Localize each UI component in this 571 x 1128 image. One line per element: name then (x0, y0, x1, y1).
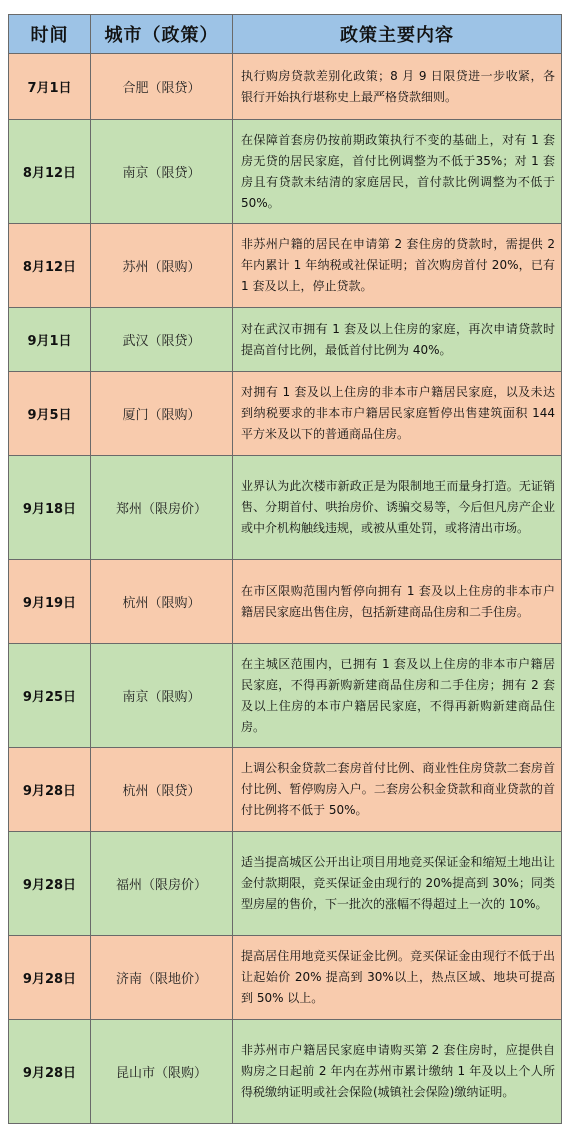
row-date: 9月28日 (9, 748, 91, 832)
table-row (9, 372, 562, 456)
row-content: 非苏州市户籍居民家庭申请购买第 2 套住房时，应提供自购房之日起前 2 年内在苏州市累计缴纳 1 年及以上个人所得税缴纳证明或社会保险(城镇社会保险)缴纳证明。 (233, 1020, 562, 1124)
row-city: 南京（限贷） (91, 120, 233, 224)
row-city: 合肥（限贷） (91, 54, 233, 120)
row-date: 9月28日 (9, 1020, 91, 1124)
table-row (9, 456, 562, 560)
row-date: 9月25日 (9, 644, 91, 748)
row-city: 杭州（限购） (91, 560, 233, 644)
row-content: 提高居住用地竞买保证金比例。竞买保证金由现行不低于出让起始价 20% 提高到 30%以上，热点区域、地块可提高到 50% 以上。 (233, 936, 562, 1020)
row-content: 适当提高城区公开出让项目用地竞买保证金和缩短土地出让金付款期限，竞买保证金由现行的 20%提高到 30%；同类型房屋的售价，下一批次的涨幅不得超过上一次的 10%。 (233, 832, 562, 936)
row-content: 在市区限购范围内暂停向拥有 1 套及以上住房的非本市户籍居民家庭出售住房，包括新建商品住房和二手住房。 (233, 560, 562, 644)
table-row (9, 1020, 562, 1124)
row-date: 9月28日 (9, 936, 91, 1020)
table-row (9, 748, 562, 832)
row-content: 对在武汉市拥有 1 套及以上住房的家庭，再次申请贷款时提高首付比例，最低首付比例为 40%。 (233, 308, 562, 372)
row-city: 厦门（限购） (91, 372, 233, 456)
row-content: 业界认为此次楼市新政正是为限制地王而量身打造。无证销售、分期首付、哄抬房价、诱骗交易等，今后但凡房产企业或中介机构触线违规，或被从重处罚，或将清出市场。 (233, 456, 562, 560)
row-date: 9月19日 (9, 560, 91, 644)
table-row (9, 224, 562, 308)
row-date: 9月1日 (9, 308, 91, 372)
row-city: 郑州（限房价） (91, 456, 233, 560)
row-date: 9月18日 (9, 456, 91, 560)
table-row (9, 832, 562, 936)
policy-table (8, 14, 562, 1124)
table-row (9, 560, 562, 644)
row-content: 对拥有 1 套及以上住房的非本市户籍居民家庭，以及未达到纳税要求的非本市户籍居民家庭暂停出售建筑面积 144 平方米及以下的普通商品住房。 (233, 372, 562, 456)
row-content: 在主城区范围内，已拥有 1 套及以上住房的非本市户籍居民家庭，不得再新购新建商品住房和二手住房；拥有 2 套及以上住房的本市户籍居民家庭，不得再新购新建商品住房。 (233, 644, 562, 748)
row-date: 8月12日 (9, 224, 91, 308)
row-date: 9月28日 (9, 832, 91, 936)
table-row (9, 644, 562, 748)
row-city: 南京（限购） (91, 644, 233, 748)
row-city: 福州（限房价） (91, 832, 233, 936)
row-date: 7月1日 (9, 54, 91, 120)
header-policy-content: 政策主要内容 (233, 15, 562, 54)
table-row (9, 936, 562, 1020)
row-city: 昆山市（限购） (91, 1020, 233, 1124)
table-row (9, 308, 562, 372)
table-row (9, 120, 562, 224)
row-date: 8月12日 (9, 120, 91, 224)
row-city: 杭州（限贷） (91, 748, 233, 832)
row-content: 上调公积金贷款二套房首付比例、商业性住房贷款二套房首付比例、暂停购房入户。二套房公积金贷款和商业贷款的首付比例将不低于 50%。 (233, 748, 562, 832)
row-content: 非苏州户籍的居民在申请第 2 套住房的贷款时，需提供 2 年内累计 1 年纳税或社保证明；首次购房首付 20%，已有 1 套及以上，停止贷款。 (233, 224, 562, 308)
row-city: 武汉（限贷） (91, 308, 233, 372)
header-city-policy: 城市（政策） (91, 15, 233, 54)
row-content: 在保障首套房仍按前期政策执行不变的基础上，对有 1 套房无贷的居民家庭，首付比例调整为不低于35%；对 1 套房且有贷款未结清的家庭居民，首付款比例调整为不低于 50%。 (233, 120, 562, 224)
policy-table-container (8, 14, 561, 1124)
row-date: 9月5日 (9, 372, 91, 456)
table-row (9, 54, 562, 120)
row-content: 执行购房贷款差别化政策；8 月 9 日限贷进一步收紧，各银行开始执行堪称史上最严格贷款细则。 (233, 54, 562, 120)
row-city: 济南（限地价） (91, 936, 233, 1020)
table-header-row (9, 15, 562, 54)
row-city: 苏州（限购） (91, 224, 233, 308)
header-time: 时间 (9, 15, 91, 54)
